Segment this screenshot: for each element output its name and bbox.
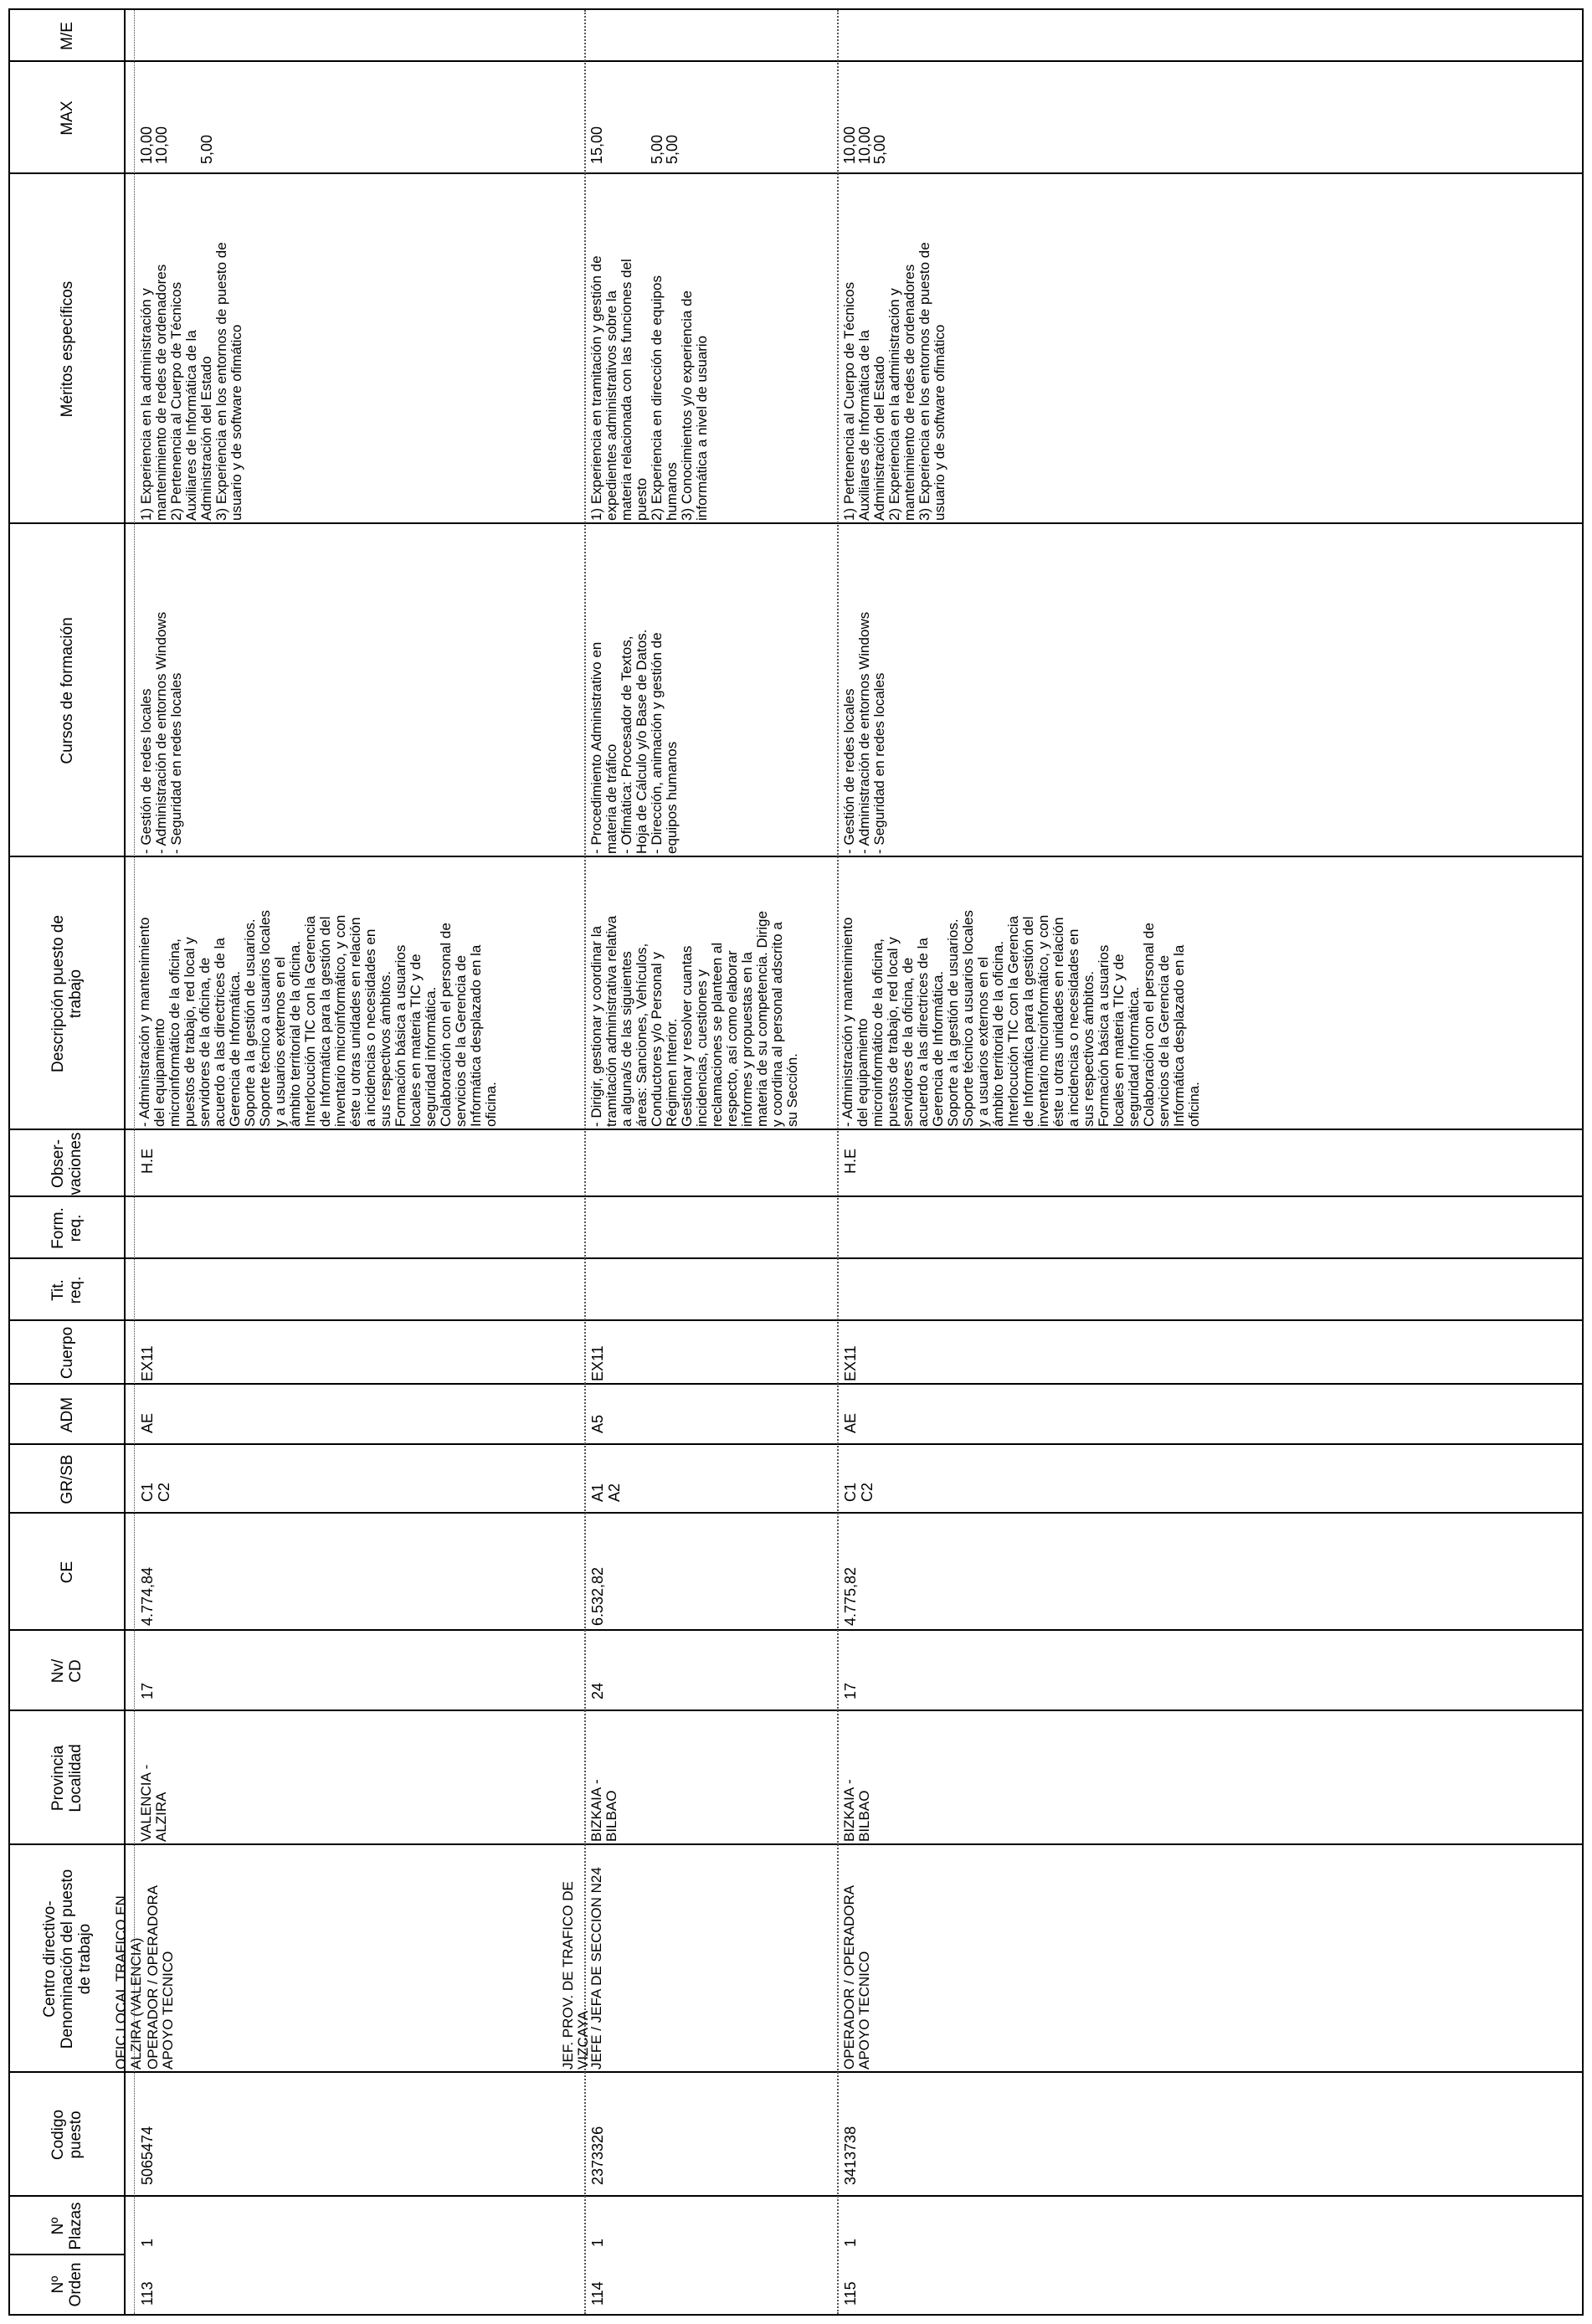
header-max: MAX [58, 100, 76, 136]
header-grsb: GR/SB [58, 1454, 76, 1504]
centro-puesto-cell: JEFE / JEFA DE SECCION N24 [588, 1867, 604, 2069]
plazas-cell: 1 [842, 2238, 859, 2247]
header-nivel: Nv/ CD [49, 1658, 85, 1684]
header-form: Form. req. [49, 1207, 85, 1249]
header-cuerpo: Cuerpo [58, 1326, 76, 1380]
header-adm: ADM [58, 1396, 76, 1433]
nivel-cell: 24 [589, 1682, 606, 1699]
orden-cell: 114 [589, 2281, 606, 2306]
column-divider [10, 2254, 126, 2255]
row-separator [837, 10, 839, 2314]
header-plazas: Nº Plazas [49, 2202, 85, 2250]
table-row [560, 10, 834, 2314]
header-codigo: Codigo puesto [49, 2109, 85, 2161]
adm-cell: AE [139, 1412, 156, 1433]
grsb-cell: C1 C2 [842, 1482, 876, 1502]
centro-unit-cell: JEF. PROV. DE TRAFICO DE VIZCAYA [560, 1881, 591, 2069]
cursos-cell: - Gestión de redes locales - Administración de entornos Windows - Seguridad en redes locales [841, 611, 887, 854]
header-ce: CE [58, 1560, 76, 1584]
max-cell: 10,00 10,00 5,00 [841, 126, 888, 164]
header-centro: Centro directivo- Denominación del puesto de trabajo [40, 1869, 94, 2049]
adm-cell: A5 [589, 1414, 606, 1433]
descripcion-cell: - Dirigir, gestionar y coordinar la tramitación administrativa relativa a alguna/s de las siguientes áreas: Sanciones, Vehículos, Conductores y/o Personal y Régimen Interior. Gestionar y resolver cuantas incidencias, cuestiones y reclamaciones se planteen al respecto, así como elaborar informes y propuestas en la materia de su competencia. Dirige y coordina al personal adscrito a su Sección. [588, 911, 800, 1127]
plazas-cell: 1 [589, 2238, 606, 2247]
orden-cell: 113 [139, 2281, 156, 2306]
centro-unit-cell: OFIC.LOCAL TRAFICO EN ALZIRA (VALENCIA) [113, 1895, 144, 2069]
header-observaciones: Obser- vaciones [49, 1132, 85, 1195]
observaciones-cell: H.E [139, 1148, 156, 1174]
observaciones-cell: H.E [842, 1148, 859, 1174]
header-meritos: Méritos específicos [58, 280, 76, 418]
plazas-cell: 1 [139, 2238, 156, 2247]
centro-puesto-cell: OPERADOR / OPERADORA APOYO TECNICO [145, 1884, 176, 2069]
table-header [10, 10, 126, 2314]
cuerpo-cell: EX11 [589, 1345, 606, 1381]
codigo-cell: 5065474 [139, 2126, 156, 2185]
nivel-cell: 17 [842, 1682, 859, 1699]
centro-puesto-cell: OPERADOR / OPERADORA APOYO TECNICO [841, 1884, 872, 2069]
grsb-cell: C1 C2 [139, 1482, 172, 1502]
table-row [113, 10, 581, 2314]
ce-cell: 6.532,82 [589, 1566, 606, 1626]
vacancies-table [8, 8, 1584, 2316]
header-tit: Tit. req. [49, 1276, 85, 1304]
cuerpo-cell: EX11 [842, 1345, 859, 1381]
nivel-cell: 17 [139, 1682, 156, 1699]
ce-cell: 4.775,82 [842, 1566, 859, 1626]
codigo-cell: 2373326 [589, 2126, 606, 2185]
descripcion-cell: - Administración y mantenimiento del equipamiento microinformático de la oficina, puestos de trabajo, red local y servidores de la oficina, de acuerdo a las directrices de la Gerencia de Informática. Soporte a la gestión de usuarios. Soporte técnico a usuarios locales y a usuarios externos en el ámbito territorial de la oficina. Interlocución TIC con la Gerencia de Informática para la gestión del inventario microinformático, y con éste u otras unidades en relación a incidencias o necesidades en sus respectivos ámbitos. Formación básica a usuarios locales en materia TIC y de seguridad informática. Colaboración con el personal de servicios de la Gerencia de Informática desplazado en la oficina. [840, 910, 1202, 1127]
codigo-cell: 3413738 [842, 2126, 859, 2185]
meritos-cell: 1) Pertenencia al Cuerpo de Técnicos Auxiliares de Informática de la Administración del Estado 2) Experiencia en la administración y mantenimiento de redes de ordenadores 3) Experiencia en los entornos de puesto de usuario y de software ofimático [841, 242, 947, 521]
descripcion-cell: - Administración y mantenimiento del equipamiento microinformático de la oficina, puestos de trabajo, red local y servidores de la oficina, de acuerdo a las directrices de la Gerencia de Informática. Soporte a la gestión de usuarios. Soporte técnico a usuarios locales y a usuarios externos en el ámbito territorial de la oficina. Interlocución TIC con la Gerencia de Informática para la gestión del inventario microinformático, y con éste u otras unidades en relación a incidencias o necesidades en sus respectivos ámbitos. Formación básica a usuarios locales en materia TIC y de seguridad informática. Colaboración con el personal de servicios de la Gerencia de Informática desplazado en la oficina. [136, 910, 499, 1127]
grsb-cell: A1 A2 [589, 1483, 623, 1502]
adm-cell: AE [842, 1412, 859, 1433]
header-descripcion: Descripción puesto de trabajo [49, 915, 85, 1072]
max-cell: 10,00 10,00 5,00 [138, 126, 215, 164]
meritos-cell: 1) Experiencia en la administración y mantenimiento de redes de ordenadores 2) Pertenencia al Cuerpo de Técnicos Auxiliares de Informática de la Administración del Estado 3) Experiencia en los entornos de puesto de usuario y de software ofimático [138, 242, 244, 521]
ce-cell: 4.774,84 [139, 1566, 156, 1626]
orden-cell: 115 [842, 2281, 859, 2306]
cuerpo-cell: EX11 [139, 1345, 156, 1381]
cursos-cell: - Gestión de redes locales - Administración de entornos Windows - Seguridad en redes locales [138, 611, 184, 854]
provincia-cell: BIZKAIA - BILBAO [588, 1779, 619, 1842]
header-provincia: Provincia Localidad [49, 1744, 85, 1812]
table-row [842, 10, 1277, 2314]
header-me: M/E [58, 22, 76, 50]
provincia-cell: VALENCIA - ALZIRA [138, 1764, 169, 1842]
meritos-cell: 1) Experiencia en tramitación y gestión de expedientes administrativos sobre la materia relacionada con las funciones del puesto 2) Experiencia en dirección de equipos humanos 3) Conocimientos y/o experiencia de informática a nivel de usuario [588, 255, 710, 521]
cursos-cell: - Procedimiento Administrativo en materia de tráfico - Ofimática: Procesador de Textos, Hoja de Cálculo y/o Base de Datos. - Dirección, animación y gestión de equipos humanos [588, 629, 680, 854]
header-orden: Nº Orden [49, 2262, 85, 2307]
header-cursos: Cursos de formación [58, 617, 76, 764]
provincia-cell: BIZKAIA - BILBAO [841, 1779, 872, 1842]
max-cell: 15,00 5,00 5,00 [588, 126, 680, 164]
